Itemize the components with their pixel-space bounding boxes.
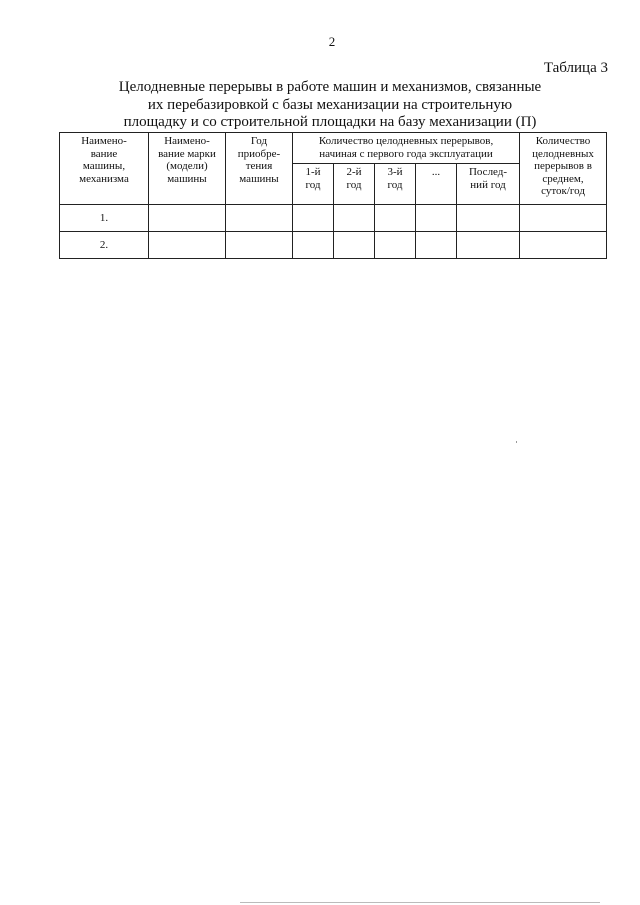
header-text: тения: [245, 160, 273, 172]
table-cell: [375, 205, 416, 232]
table-cell: [226, 232, 293, 259]
header-purchase-year: [226, 133, 293, 205]
table-cell: [375, 232, 416, 259]
table-cell: [520, 232, 607, 259]
table-row: [60, 205, 607, 232]
title-line: их перебазировкой с базы механизации на строительную: [147, 96, 513, 113]
header-text: вание марки: [158, 147, 216, 160]
header-year-2: [334, 164, 375, 205]
page-number: 2: [328, 34, 336, 49]
header-text: год: [387, 178, 403, 191]
header-text: Наимено-: [164, 135, 210, 147]
row-number: 1.: [60, 205, 149, 232]
header-text: год: [346, 178, 362, 191]
header-text: приобре-: [237, 147, 281, 160]
header-breaks-group: [293, 133, 520, 164]
table-cell: [149, 232, 226, 259]
header-text: машины,: [82, 160, 126, 172]
header-text: ...: [431, 166, 441, 178]
header-text: Наимено-: [81, 135, 127, 147]
header-text: перерывов в: [534, 160, 592, 172]
table-cell: [334, 232, 375, 259]
header-year-3: [375, 164, 416, 205]
table-cell: [457, 205, 520, 232]
table-cell: [416, 232, 457, 259]
table-cell: [457, 232, 520, 259]
table-cell: [416, 205, 457, 232]
header-text: суток/год: [541, 185, 585, 197]
table-label: Таблица 3: [543, 60, 608, 76]
header-text: 2-й: [346, 166, 362, 178]
title-line: Целодневные перерывы в работе машин и механизмов, связанные: [118, 79, 542, 95]
table-cell: [520, 205, 607, 232]
table-cell: [149, 205, 226, 232]
header-text: механизма: [79, 172, 129, 185]
table-cell: [226, 205, 293, 232]
header-text: машины: [167, 172, 207, 185]
header-text: 1-й: [305, 166, 321, 178]
header-text: Количество целодневных перерывов,: [318, 135, 494, 147]
header-machine-name: [60, 133, 149, 205]
header-text: Послед-: [468, 166, 508, 178]
header-text: целодневных: [532, 147, 594, 160]
table-cell: [293, 205, 334, 232]
header-text: год: [305, 178, 321, 191]
table-cell: [334, 205, 375, 232]
row-number: 2.: [60, 232, 149, 259]
scan-mark: [516, 441, 517, 443]
table-row: [60, 232, 607, 259]
header-text: (модели): [166, 160, 208, 172]
header-text: вание: [90, 147, 118, 160]
header-model-name: [149, 133, 226, 205]
header-text: среднем,: [542, 172, 584, 185]
header-text: 3-й: [387, 166, 403, 178]
scan-edge-line: [240, 902, 600, 903]
table-header-row: [60, 133, 607, 164]
header-text: ний год: [470, 178, 506, 191]
header-text: машины: [239, 172, 279, 185]
title-line: площадку и со строительной площадки на базу механизации (П): [123, 114, 537, 130]
header-year-ellipsis: [416, 164, 457, 205]
header-average-breaks: [520, 133, 607, 205]
breaks-table: [59, 132, 607, 259]
table-cell: [293, 232, 334, 259]
header-last-year: [457, 164, 520, 205]
header-text: начиная с первого года эксплуатации: [319, 147, 493, 160]
header-text: Количество: [535, 135, 591, 147]
document-title: [100, 79, 560, 132]
header-text: Год: [250, 135, 268, 147]
header-year-1: [293, 164, 334, 205]
